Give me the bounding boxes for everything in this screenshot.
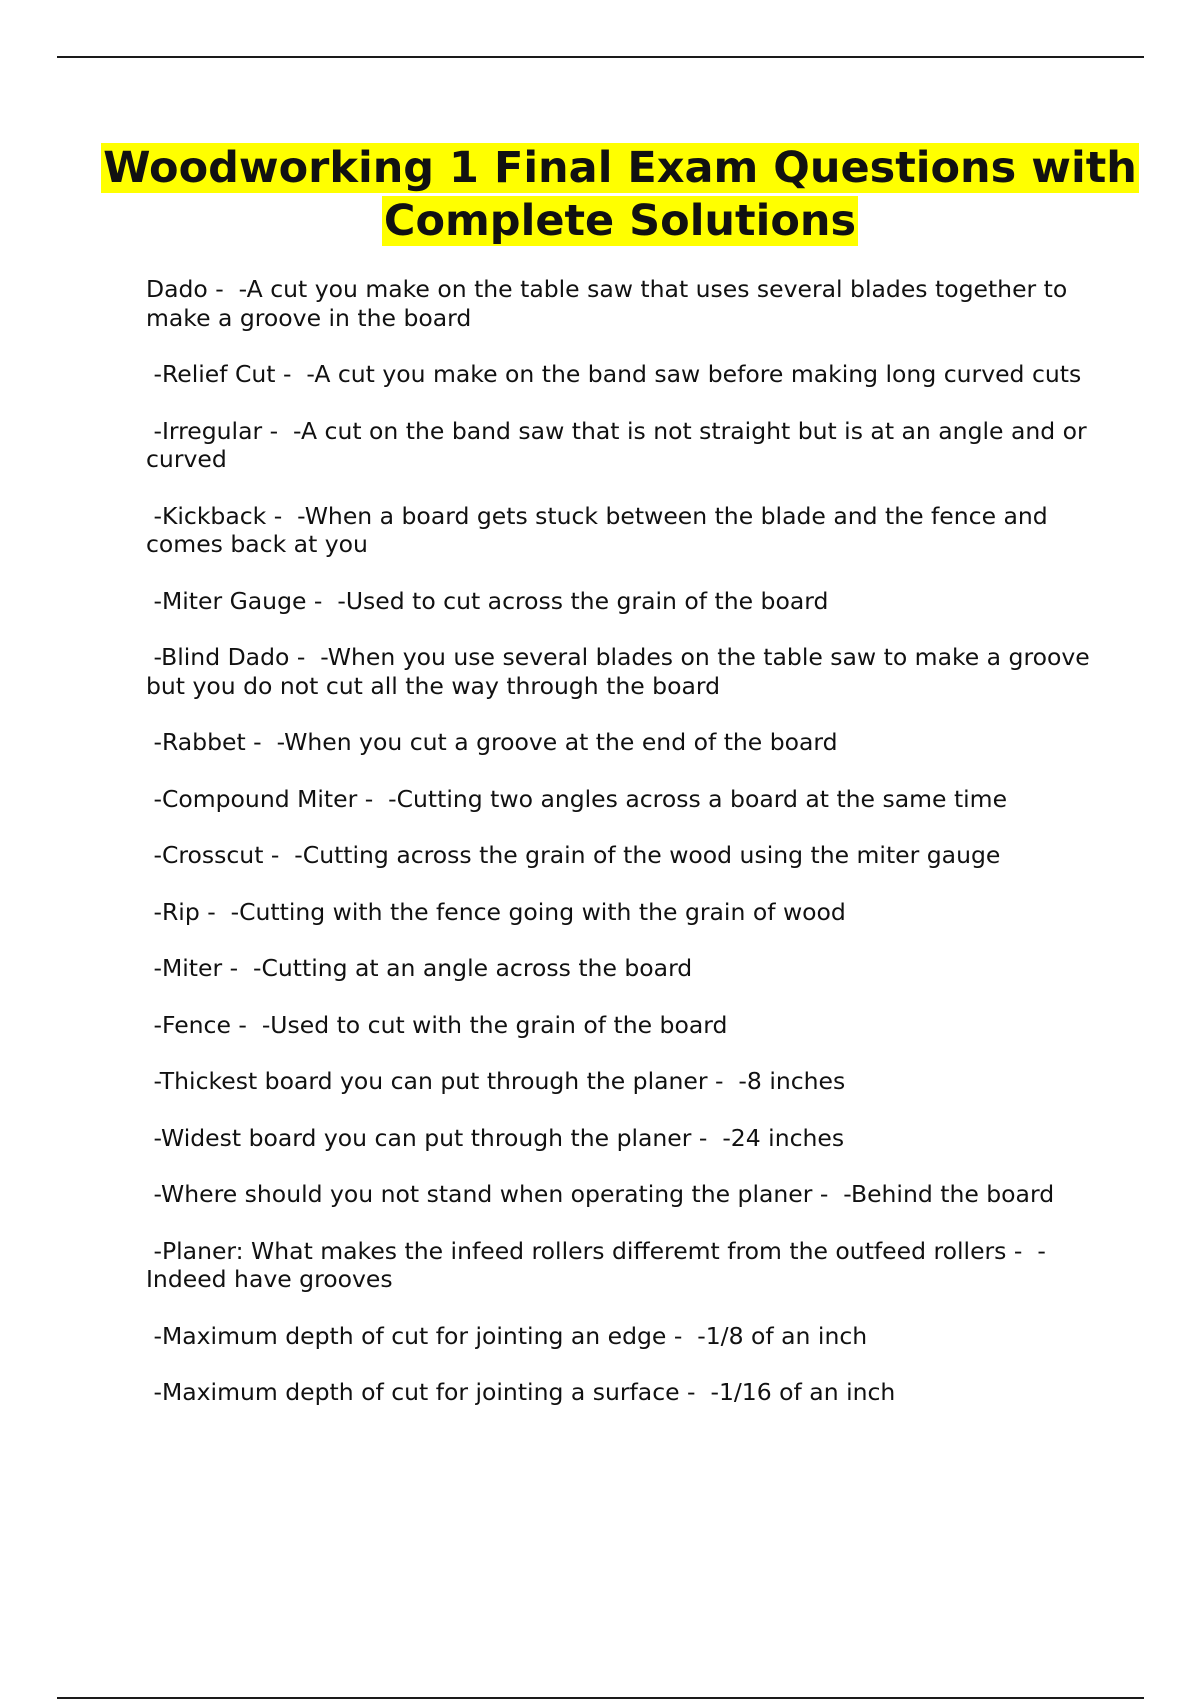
bottom-divider (57, 1697, 1144, 1699)
qa-item: -Blind Dado - -When you use several blades on the table saw to make a groove but you do not cut all the way through the board (146, 643, 1098, 700)
qa-item: -Widest board you can put through the planer - -24 inches (146, 1123, 845, 1152)
qa-item: -Miter Gauge - -Used to cut across the grain of the board (146, 586, 829, 615)
qa-item: -Crosscut - -Cutting across the grain of the wood using the miter gauge (146, 841, 1001, 869)
qa-item: -Fence - -Used to cut with the grain of the board (146, 1010, 728, 1039)
qa-item: -Relief Cut - -A cut you make on the band saw before making long curved cuts (146, 360, 1082, 388)
qa-item: -Irregular - -A cut on the band saw that is not straight but is at an angle and or curved (146, 416, 1095, 473)
top-divider (57, 56, 1144, 58)
qa-item: -Maximum depth of cut for jointing an edge - -1/8 of an inch (146, 1321, 868, 1350)
title-highlight: Woodworking 1 Final Exam Questions with Complete Solutions (103, 143, 1137, 246)
qa-item: -Compound Miter - -Cutting two angles across a board at the same time (146, 784, 1008, 813)
qa-item: -Rip - -Cutting with the fence going with the grain of wood (146, 897, 846, 926)
qa-list (146, 275, 1096, 1435)
qa-item: -Where should you not stand when operating the planer - -Behind the board (146, 1180, 1055, 1208)
qa-item: -Thickest board you can put through the planer - -8 inches (146, 1067, 846, 1095)
document-title (60, 142, 1180, 248)
qa-item: -Kickback - -When a board gets stuck between the blade and the fence and comes back at you (146, 501, 1056, 558)
qa-item: -Maximum depth of cut for jointing a surface - -1/16 of an inch (146, 1378, 896, 1406)
qa-item: -Miter - -Cutting at an angle across the board (146, 954, 693, 982)
qa-item: Dado - -A cut you make on the table saw that uses several blades together to make a groove in the board (146, 275, 1075, 332)
qa-item: -Planer: What makes the infeed rollers differemt from the outfeed rollers - -Indeed have grooves (146, 1236, 1046, 1293)
qa-item: -Rabbet - -When you cut a groove at the end of the board (146, 728, 838, 756)
